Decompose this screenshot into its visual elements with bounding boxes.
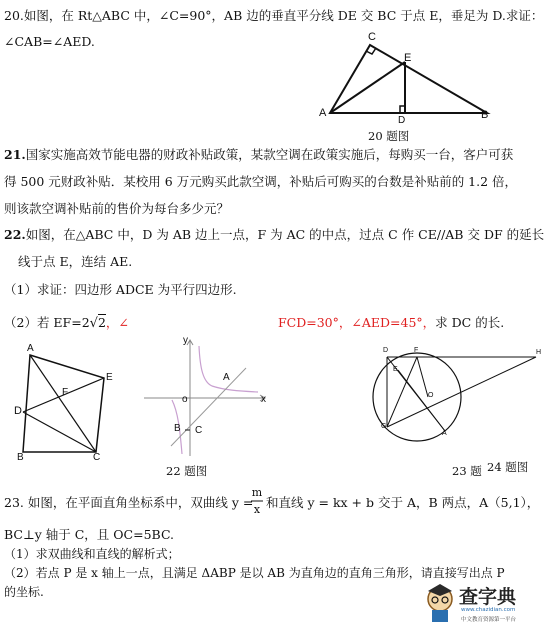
logo-url: www.chazidian.com <box>461 607 516 613</box>
q22-line1: 如图，在△ABC 中，D 为 AB 边上一点，F 为 AC 的中点，过点 C 作 CE//AB 交 DF 的延长 <box>25 227 545 242</box>
q20-label-e: E <box>404 52 412 64</box>
q21-line1: 国家实施高效节能电器的财政补贴政策，某款空调在政策实施后，每购买一台，客户可获 <box>25 147 514 162</box>
q20-label-a: A <box>319 107 327 119</box>
q23-frac-den: x <box>253 503 261 516</box>
q23-label-y: y <box>183 335 188 346</box>
q23-part1: （1）求双曲线和直线的解析式； <box>4 547 180 561</box>
q20-label-b: B <box>481 109 489 121</box>
q23-frac-num: m <box>251 486 263 499</box>
q22-label-b: B <box>17 452 24 463</box>
q22-part2a: （2）若 EF=2 <box>4 315 90 330</box>
q23-part2b: 的坐标. <box>4 585 44 599</box>
q24-label-h: H <box>536 349 542 356</box>
q22-label-f: F <box>62 387 69 398</box>
q24-label-d: D <box>383 347 389 354</box>
q21-number: 21. <box>4 147 26 162</box>
q22-part2c: FCD=30°，∠AED=45°， <box>278 315 436 330</box>
logo-mascot-icon <box>423 583 457 623</box>
q24-label-a: A <box>442 430 447 437</box>
q22-label-c: C <box>93 452 101 463</box>
q24-caption: 24 题图 <box>487 460 529 474</box>
q23-label-b: B <box>174 423 181 434</box>
q23-label-o: o <box>182 394 188 405</box>
q23-label-c: C <box>195 425 203 436</box>
q20-label-c: C <box>368 31 376 43</box>
q22-label-d: D <box>14 405 22 417</box>
q23-line2: BC⊥y 轴于 C，且 OC=5BC. <box>4 527 175 542</box>
q24-label-f: F <box>414 347 419 354</box>
q20-line1: 20.如图，在 Rt△ABC 中，∠C=90°，AB 边的垂直平分线 DE 交 BC 于点 E，垂足为 D.求证： <box>4 8 544 23</box>
q23-line1a: 23. 如图，在平面直角坐标系中，双曲线 y = <box>4 495 254 510</box>
q20-caption: 20 题图 <box>368 129 410 143</box>
q22-line2: 线于点 E，连结 AE. <box>18 254 133 269</box>
q24-label-e: E <box>393 366 398 373</box>
q22-part1: （1）求证：四边形 ADCE 为平行四边形. <box>4 282 237 297</box>
q22-label-e: E <box>106 372 113 383</box>
q20-label-d: D <box>398 115 406 126</box>
q23-line1b: 和直线 y = kx + b 交于 A，B 两点，A（5,1）， <box>266 495 540 510</box>
q22-number: 22. <box>4 227 26 242</box>
logo-slogan: 中文教育资源第一平台 <box>461 617 517 623</box>
q22-caption: 22 题图 <box>166 464 208 478</box>
logo-title: 查字典 <box>459 586 517 608</box>
q23-label-a: A <box>223 372 230 383</box>
q23-caption: 23 题 <box>452 464 482 478</box>
q21-line2: 得 500 元财政补贴．某校用 6 万元购买此款空调，补贴后可购买的台数是补贴前的 1.2 倍， <box>4 174 518 189</box>
q22-sqrt-value: 2 <box>97 315 106 330</box>
q23-part2: （2）若点 P 是 x 轴上一点，且满足 ΔABP 是以 AB 为直角边的直角三角形，请直接写出点 P <box>4 566 505 580</box>
q21-line3: 则该款空调补贴前的售价为每台多少元？ <box>4 201 230 216</box>
q23-label-x: x <box>261 394 266 405</box>
q22-part2b: ，∠ <box>105 315 129 330</box>
q22-part2d: 求 DC 的长. <box>435 315 505 330</box>
q24-label-o: O <box>428 392 434 399</box>
q24-label-g: G <box>381 423 387 430</box>
chazidian-logo <box>423 581 541 625</box>
sqrt-sign: √ <box>89 316 98 331</box>
q22-label-a: A <box>27 343 34 354</box>
q20-line2: ∠CAB=∠AED. <box>4 34 95 49</box>
